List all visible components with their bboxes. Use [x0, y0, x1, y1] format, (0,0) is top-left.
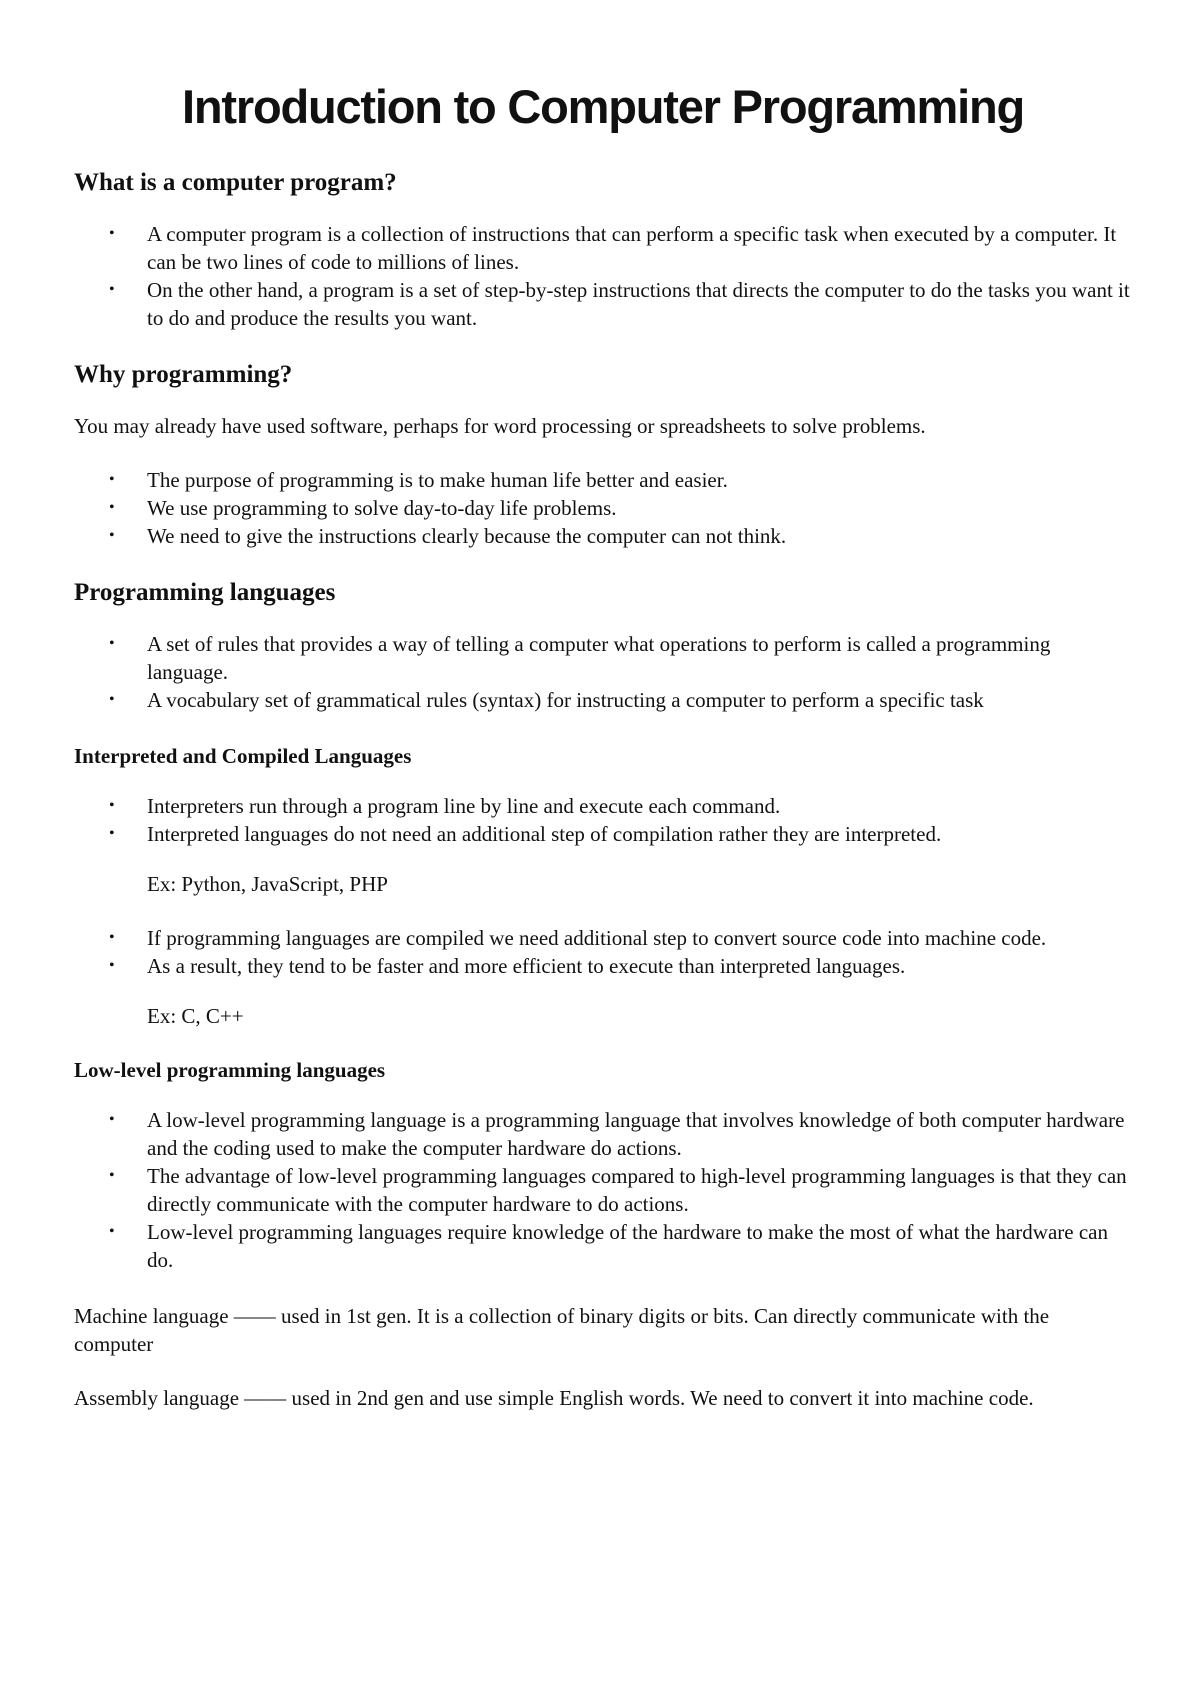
bullet-list-interpreted	[74, 792, 1132, 848]
bullet-icon: •	[109, 957, 115, 974]
section-heading-programming-languages: Programming languages	[74, 579, 336, 606]
bullet-icon: •	[109, 1167, 115, 1184]
bullet-list-what-is-program	[74, 220, 1132, 332]
list-item: • A computer program is a collection of instructions that can perform a specific task when executed by a computer. It can be two lines of code to millions of lines.	[109, 222, 1117, 274]
list-item: • Low-level programming languages require knowledge of the hardware to make the most of what the hardware can do.	[109, 1220, 1108, 1272]
bullet-icon: •	[109, 1223, 115, 1240]
list-item: • The purpose of programming is to make human life better and easier.	[109, 468, 728, 492]
bullet-icon: •	[109, 929, 115, 946]
list-item: • A set of rules that provides a way of telling a computer what operations to perform is called a programming language.	[109, 632, 1051, 684]
example-compiled-languages: Ex: C, C++	[147, 1004, 244, 1028]
list-item: • Interpreted languages do not need an additional step of compilation rather they are interpreted.	[109, 822, 942, 846]
subsection-heading-interpreted-compiled: Interpreted and Compiled Languages	[74, 744, 412, 768]
document-title: Introduction to Computer Programming	[182, 80, 1024, 133]
bullet-list-low-level	[74, 1106, 1132, 1274]
bullet-icon: •	[109, 635, 115, 652]
list-item: • If programming languages are compiled we need additional step to convert source code into machine code.	[109, 926, 1047, 950]
list-item: • On the other hand, a program is a set of step-by-step instructions that directs the computer to do the tasks you want it to do and produce the results you want.	[109, 278, 1130, 330]
list-item: • We need to give the instructions clearly because the computer can not think.	[109, 524, 787, 548]
section-heading-what-is-program: What is a computer program?	[74, 169, 397, 196]
list-item: • Interpreters run through a program line by line and execute each command.	[109, 794, 781, 818]
paragraph-machine-language: Machine language —— used in 1st gen. It is a collection of binary digits or bits. Can directly communicate with the computer	[74, 1304, 1050, 1356]
paragraph-why-intro: You may already have used software, perhaps for word processing or spreadsheets to solve problems.	[74, 414, 926, 438]
section-heading-why-programming: Why programming?	[74, 361, 293, 388]
bullet-icon: •	[109, 825, 115, 842]
list-item: • A low-level programming language is a programming language that involves knowledge of both computer hardware and the coding used to make the computer hardware do actions.	[109, 1108, 1125, 1160]
list-item: • A vocabulary set of grammatical rules (syntax) for instructing a computer to perform a specific task	[109, 688, 984, 712]
bullet-list-programming-languages	[74, 630, 1132, 714]
bullet-icon: •	[109, 527, 115, 544]
bullet-icon: •	[109, 281, 115, 298]
bullet-list-why-programming	[74, 466, 1132, 550]
paragraph-assembly-language: Assembly language —— used in 2nd gen and use simple English words. We need to convert it into machine code.	[74, 1386, 1034, 1410]
list-item: • The advantage of low-level programming languages compared to high-level programming languages is that they can directly communicate with the computer hardware to do actions.	[109, 1164, 1127, 1216]
bullet-icon: •	[109, 1111, 115, 1128]
list-item: • We use programming to solve day-to-day life problems.	[109, 496, 617, 520]
bullet-icon: •	[109, 691, 115, 708]
example-interpreted-languages: Ex: Python, JavaScript, PHP	[147, 872, 388, 896]
subsection-heading-low-level: Low-level programming languages	[74, 1058, 386, 1082]
bullet-icon: •	[109, 499, 115, 516]
bullet-list-compiled	[74, 924, 1132, 980]
bullet-icon: •	[109, 471, 115, 488]
bullet-icon: •	[109, 225, 115, 242]
bullet-icon: •	[109, 797, 115, 814]
list-item: • As a result, they tend to be faster and more efficient to execute than interpreted languages.	[109, 954, 906, 978]
